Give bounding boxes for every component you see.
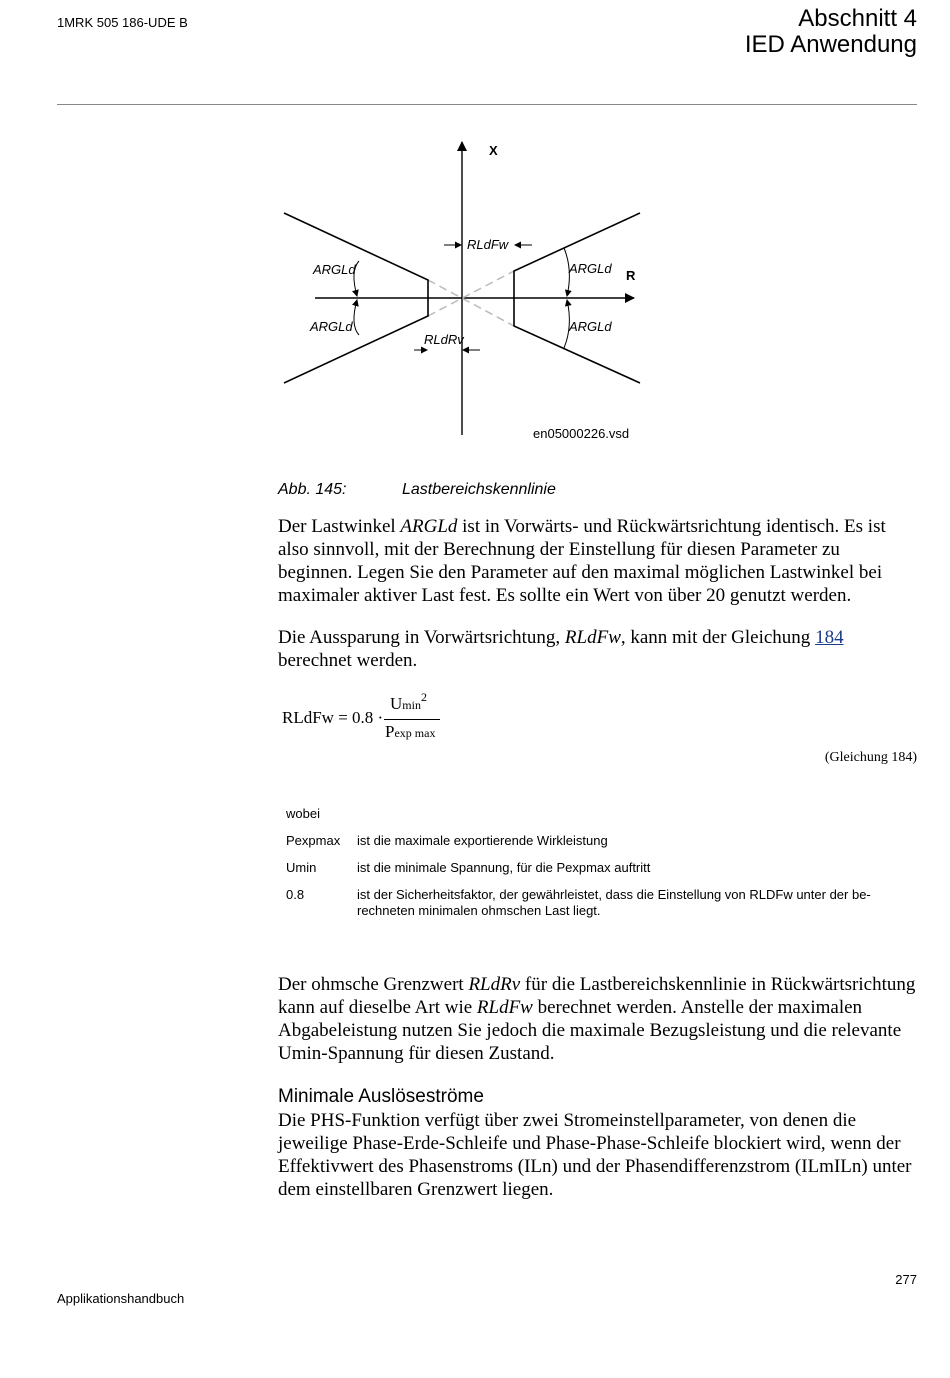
- definitions-intro: wobei: [286, 806, 320, 821]
- param-rldfw: RLdFw: [564, 627, 621, 648]
- page-number: 277: [895, 1272, 917, 1287]
- dashed-extension-2: [428, 271, 514, 316]
- rldfw-label: RLdFw: [467, 237, 509, 252]
- equation-184: [282, 692, 462, 744]
- diagram-file-label: en05000226.vsd: [533, 426, 630, 441]
- definition-desc: ist die minimale Spannung, für die Pexpmax auftritt: [357, 860, 651, 875]
- definition-desc: ist die maximale exportierende Wirkleistung: [357, 833, 608, 848]
- dashed-extension-1: [428, 280, 514, 326]
- definition-list: [286, 806, 916, 930]
- param-rldrv: RLdRv: [468, 974, 521, 995]
- definition-term: 0.8: [286, 887, 305, 902]
- argld-label-lower-left: ARGLd: [310, 319, 353, 334]
- equation-denominator: Pexp max: [385, 722, 436, 741]
- definition-row: [286, 833, 916, 849]
- definition-desc: ist der Sicherheitsfaktor, der gewährleistet, dass die Einstellung von RLDFw unter der be-rechneten minimalen ohmschen Last liegt.: [357, 887, 871, 918]
- argld-label-lower-right: ARGLd: [569, 319, 612, 334]
- equation-numerator: Umin$^2$: [390, 690, 427, 713]
- document-id: 1MRK 505 186-UDE B: [57, 15, 188, 30]
- manual-title: Applikationshandbuch: [57, 1291, 185, 1306]
- section-number: Abschnitt 4: [798, 5, 917, 32]
- header-divider: [57, 104, 917, 105]
- paragraph-forward-gap: Die Aussparung in Vorwärtsrichtung, RLdFw, kann mit der Gleichung 184 berechnet werden.: [278, 627, 844, 671]
- figure-number: Abb. 145:: [278, 481, 347, 498]
- paragraph-load-angle: Der Lastwinkel ARGLd ist in Vorwärts- und Rückwärtsrichtung identisch. Es ist also sinnvoll, mit der Berechnung der Einstellung für diesen Parameter zu beginnen. Legen Sie den Parameter auf den maximal möglichen Lastwinkel bei maximaler aktiver Last fest. Es sollte ein Wert von über 20 genutzt werden.: [278, 516, 886, 606]
- definition-row: [286, 860, 916, 876]
- fraction-bar: [384, 719, 440, 720]
- figure-caption: [278, 481, 556, 499]
- definition-row: [286, 887, 916, 919]
- paragraph-reverse-limit: Der ohmsche Grenzwert RLdRv für die Lastbereichskennlinie in Rückwärtsrichtung kann auf dieselbe Art wie RLdFw berechnet werden. Anstelle der maximalen Abgabeleistung nutzen Sie jedoch die maximale Bezugsleistung und die relevante Umin-Spannung für diesen Zustand.: [278, 974, 916, 1064]
- axis-r-label: R: [626, 268, 636, 283]
- definition-term: Umin: [286, 860, 317, 875]
- param-rldfw-2: RLdFw: [476, 997, 533, 1018]
- axis-x-label: X: [489, 143, 498, 158]
- section-title: IED Anwendung: [744, 31, 917, 58]
- definition-term: Pexpmax: [286, 833, 341, 848]
- load-encroachment-diagram: [270, 130, 670, 450]
- argld-label-upper-right: ARGLd: [569, 261, 612, 276]
- equation-lhs: RLdFw = 0.8 ·: [282, 708, 384, 727]
- argld-label-upper-left: ARGLd: [313, 262, 356, 277]
- equation-reference: (Gleichung 184): [824, 750, 917, 765]
- rldrv-label: RLdRv: [424, 332, 464, 347]
- equation-link[interactable]: 184: [815, 627, 844, 648]
- paragraph-phs-function: Die PHS-Funktion verfügt über zwei Stromeinstellparameter, von denen die jeweilige Phase-Erde-Schleife und Phase-Phase-Schleife blockiert wird, wenn der Effektivwert des Phasenstroms (ILn) und der Phasendifferenzstrom (ILmILn) unter dem einstellbaren Grenzwert liegen.: [278, 1110, 912, 1200]
- subheading-min-trip-currents: Minimale Auslöseströme: [278, 1086, 484, 1107]
- section-heading: [745, 6, 917, 58]
- figure-title: Lastbereichskennlinie: [402, 481, 556, 498]
- param-argld: ARGLd: [400, 516, 458, 537]
